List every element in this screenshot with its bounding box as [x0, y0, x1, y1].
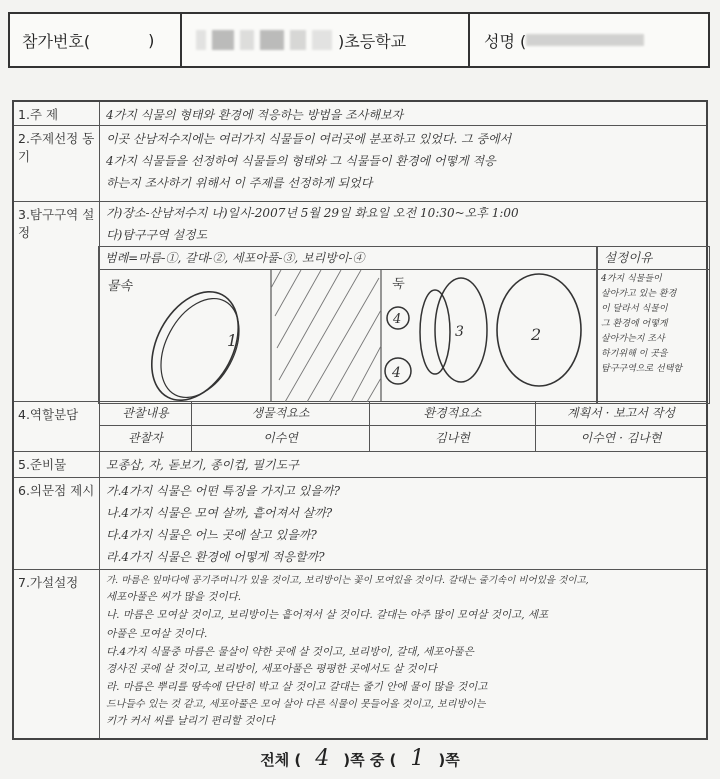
questions-label: 6.의문점 제시: [14, 478, 100, 569]
redaction-mark: [196, 30, 206, 50]
topic-text: 4가지 식물의 형태와 환경에 적응하는 방법을 조사해보자: [106, 108, 404, 122]
roles-header: 환경적요소: [370, 402, 536, 426]
observer-name: 김나현: [370, 426, 536, 451]
header-table: [8, 12, 710, 68]
roles-row: [14, 402, 706, 452]
report-table: [12, 100, 708, 740]
roles-header: 계획서 · 보고서 작성: [536, 402, 706, 426]
exam-number-label: 참가번호(: [22, 31, 91, 51]
motive-line: 4가지 식물들을 선정하여 식물들의 형태와 그 식물들이 환경에 어떻게 적응: [106, 154, 496, 168]
map-legend: 범례=마름-①, 갈대-②, 세포아풀-③, 보리방이-④: [99, 247, 596, 270]
topic-row: [14, 102, 706, 126]
page-footer: [0, 746, 720, 771]
reason-line: 살아가는지 조사: [601, 334, 665, 344]
exam-number-cell: [10, 14, 182, 66]
svg-text:4: 4: [392, 365, 401, 381]
observer-label: 관찰자: [100, 426, 192, 451]
reason-line: 그 환경에 어떻게: [601, 319, 668, 329]
question-line: 다.4가지 식물은 어느 곳에 살고 있을까?: [106, 528, 317, 542]
total-value: 4: [315, 746, 330, 771]
roles-grid: [100, 402, 706, 451]
questions-text: [100, 478, 706, 569]
redaction-mark: [212, 30, 234, 50]
exam-number-close: ): [148, 30, 155, 50]
hypothesis-line: 다.4가지 식물중 마름은 물살이 약한 곳에 살 것이고, 보리방이, 갈대, 세포아풀은: [106, 646, 474, 658]
area-content: [100, 202, 706, 401]
hypothesis-row: [14, 570, 706, 738]
motive-line: 이곳 산남저수지에는 여러가지 식물들이 여러곳에 분포하고 있었다. 그 중에서: [106, 132, 512, 146]
hypothesis-line: 가. 마름은 잎마다에 공기주머니가 있을 것이고, 보리방이는 꽃이 모여있을 것이다. 갈대는 줄기속이 비어있을 것이고,: [106, 575, 589, 586]
hypothesis-line: 나. 마름은 모여살 것이고, 보리방이는 흩어져서 살 것이다. 갈대는 아주 많이 모여살 것이고, 세포: [106, 609, 549, 621]
hypothesis-label: 7.가설설정: [14, 570, 100, 738]
reason-line: 4가지 식물들이: [601, 274, 662, 284]
area-label: 3.탐구구역 설정: [14, 202, 100, 401]
question-line: 라.4가지 식물은 환경에 어떻게 적응할까?: [106, 550, 325, 564]
bank-label: 둑: [391, 277, 404, 292]
redaction-mark: [260, 30, 284, 50]
questions-row: [14, 478, 706, 570]
supplies-row: [14, 452, 706, 478]
roles-header: 관찰내용: [100, 402, 192, 426]
svg-text:2: 2: [531, 325, 542, 344]
redaction-mark: [240, 30, 254, 50]
supplies-label: 5.준비물: [14, 452, 100, 477]
name-cell: [470, 14, 708, 66]
svg-text:3: 3: [455, 324, 464, 340]
reason-line: 탐구구역으로 선택함: [601, 364, 683, 374]
roles-label: 4.역할분담: [14, 402, 100, 451]
hypothesis-line: 세포아풀은 씨가 많을 것이다.: [106, 591, 242, 603]
reason-line: 이 달라서 식물이: [601, 304, 668, 314]
school-cell: [182, 14, 470, 66]
water-label: 물속: [107, 279, 133, 294]
school-suffix: )초등학교: [338, 31, 407, 51]
area-line-2: 다)탐구구역 설정도: [106, 228, 208, 242]
motive-line: 하는지 조사하기 위해서 이 주제를 선정하게 되었다: [106, 176, 373, 190]
svg-text:4: 4: [393, 312, 402, 327]
area-line-1: 가)장소-산남저수지 나)일시-2007년 5월 29일 화요일 오전 10:30~오후 1:00: [106, 206, 519, 220]
reason-line: 하기위해 이 곳을: [601, 349, 668, 359]
area-map: [99, 270, 595, 402]
roles-header: 생물적요소: [192, 402, 370, 426]
redaction-mark: [312, 30, 332, 50]
hypothesis-line: 드나들수 있는 것 같고, 세포아풀은 모여 살아 다른 식물이 못들어올 것이고, 보리방이는: [106, 699, 486, 710]
question-line: 나.4가지 식물은 모여 살까, 흩어져서 살까?: [106, 506, 333, 520]
observer-name: 이수연 · 김나현: [580, 431, 662, 445]
reason-text: [601, 272, 706, 377]
total-label: 전체 (: [260, 751, 302, 769]
motive-text: [100, 126, 706, 201]
hypothesis-line: 아풀은 모여살 것이다.: [106, 628, 208, 640]
map-box: [98, 246, 597, 404]
page-value: 1: [410, 746, 425, 771]
hypothesis-line: 키가 커서 씨를 날리기 편리할 것이다: [106, 715, 275, 727]
redaction-mark: [290, 30, 306, 50]
supplies-text: 모종삽, 자, 돋보기, 종이컵, 필기도구: [106, 458, 299, 472]
hypothesis-line: 경사진 곳에 살 것이고, 보리방이, 세포아풀은 평평한 곳에서도 살 것이다: [106, 663, 437, 675]
name-label: 성명 (: [484, 31, 527, 51]
hypothesis-text: [100, 570, 706, 738]
redaction-mark: [526, 34, 644, 46]
reason-box: [597, 246, 710, 404]
reason-line: 살아가고 있는 환경: [601, 289, 677, 299]
observer-name: 이수연: [192, 426, 370, 451]
hypothesis-line: 라. 마름은 뿌리를 땅속에 단단히 박고 살 것이고 갈대는 줄기 안에 물이 많을 것이고: [106, 681, 488, 693]
motive-label: 2.주제선정 동기: [14, 126, 100, 201]
pages-label: )쪽 중 (: [343, 751, 397, 769]
reason-title: 설정이유: [598, 247, 709, 270]
area-row: [14, 202, 706, 402]
end-label: )쪽: [438, 751, 460, 769]
question-line: 가.4가지 식물은 어떤 특징을 가지고 있을까?: [106, 484, 341, 498]
svg-text:1: 1: [227, 331, 238, 350]
motive-row: [14, 126, 706, 202]
topic-label: 1.주 제: [14, 102, 100, 125]
